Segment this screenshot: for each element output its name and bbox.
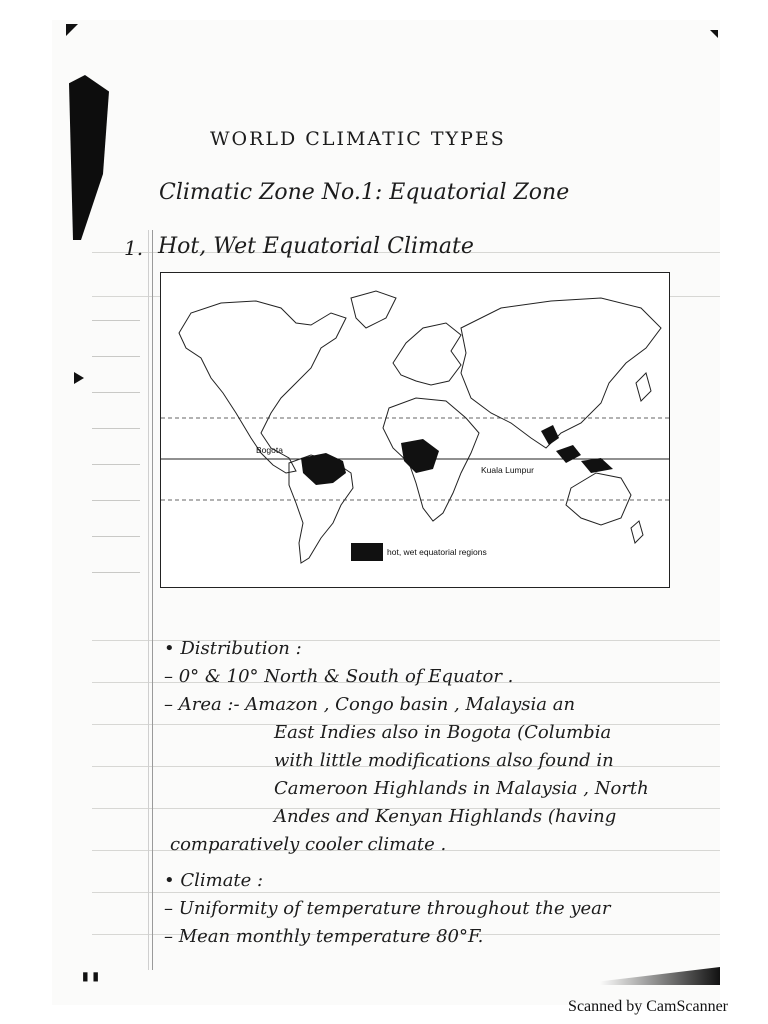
margin-line <box>152 230 153 970</box>
east-indies-region <box>581 458 613 473</box>
new-zealand-outline <box>631 521 643 543</box>
note-line: – Uniformity of temperature throughout the year <box>164 898 611 919</box>
greenland-outline <box>351 291 396 328</box>
climate-heading: • Climate : <box>164 870 264 891</box>
world-map-graphic <box>161 273 669 587</box>
note-line: comparatively cooler climate . <box>170 834 447 855</box>
europe-outline <box>393 323 461 385</box>
binding-hole-marker <box>74 372 84 384</box>
ruled-line <box>92 356 140 357</box>
note-line: Cameroon Highlands in Malaysia , North <box>274 778 649 799</box>
ruled-line <box>92 320 140 321</box>
note-line: Andes and Kenyan Highlands (having <box>274 806 617 827</box>
ruled-line <box>92 428 140 429</box>
east-indies-region <box>556 445 581 463</box>
australia-outline <box>566 473 631 525</box>
scan-shadow <box>69 75 109 240</box>
ruled-line <box>92 536 140 537</box>
margin-line <box>148 230 149 970</box>
note-line: – Area :- Amazon , Congo basin , Malaysia an <box>164 694 576 715</box>
scan-smudge: ▮ ▮ <box>82 969 100 983</box>
amazon-region <box>301 453 346 485</box>
world-map-figure <box>160 272 670 588</box>
ruled-line <box>92 572 140 573</box>
asia-outline <box>461 298 661 448</box>
ruled-line <box>92 464 140 465</box>
map-label-bogota: Bogota <box>256 445 283 455</box>
malaysia-region <box>541 425 559 445</box>
ruled-line <box>92 500 140 501</box>
legend-label: hot, wet equatorial regions <box>387 547 487 557</box>
subsection-title: Hot, Wet Equatorial Climate <box>158 234 474 259</box>
ruled-line <box>92 892 720 893</box>
zone-heading: Climatic Zone No.1: Equatorial Zone <box>159 180 570 205</box>
ruled-line <box>92 392 140 393</box>
page-title: WORLD CLIMATIC TYPES <box>210 128 506 150</box>
congo-region <box>401 439 439 473</box>
note-line: – 0° & 10° North & South of Equator . <box>164 666 514 687</box>
japan-outline <box>636 373 651 401</box>
scanner-footer: Scanned by CamScanner <box>568 998 728 1015</box>
note-line: – Mean monthly temperature 80°F. <box>164 926 484 947</box>
distribution-heading: • Distribution : <box>164 638 302 659</box>
legend-swatch <box>351 543 383 561</box>
note-line: with little modifications also found in <box>274 750 614 771</box>
subsection-number: 1. <box>124 236 144 260</box>
scan-corner-mark <box>66 24 78 36</box>
note-line: East Indies also in Bogota (Columbia <box>274 722 612 743</box>
map-label-kuala-lumpur: Kuala Lumpur <box>481 465 534 475</box>
scan-corner-mark <box>710 30 718 38</box>
notebook-page <box>52 20 720 1005</box>
scan-shadow <box>600 967 720 985</box>
